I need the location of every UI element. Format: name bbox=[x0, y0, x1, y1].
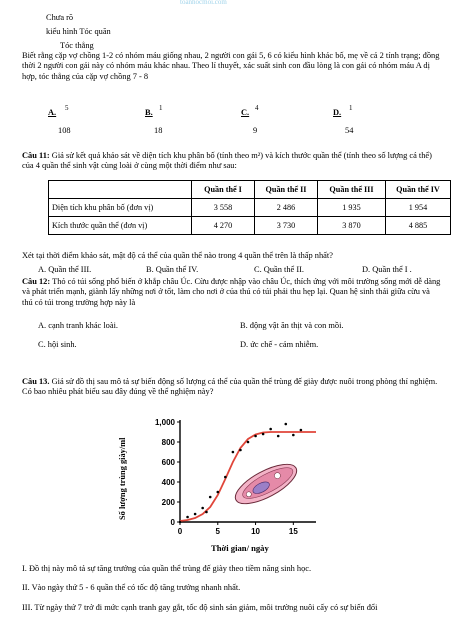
y-tick-label: 800 bbox=[161, 438, 175, 447]
q11-option-c: C. Quần thể II. bbox=[254, 265, 305, 274]
data-point bbox=[179, 521, 182, 524]
table-header-cell: Quần thể II bbox=[255, 181, 318, 199]
data-point bbox=[247, 441, 250, 444]
q13-statement-1: I. Đồ thị này mô tả sự tăng trưởng của quần thể trùng đế giày theo tiềm năng sinh học. bbox=[22, 564, 312, 573]
q12-option-d: D. ức chế - cảm nhiễm. bbox=[240, 340, 319, 349]
q12-option-a: A. cạnh tranh khác loài. bbox=[38, 321, 118, 330]
q11-number: Câu 11: bbox=[22, 151, 50, 160]
table-cell: 1 935 bbox=[318, 199, 386, 217]
top-line-1: Chưa rõ bbox=[46, 13, 74, 22]
q10-option-b-label: B. bbox=[145, 108, 153, 117]
q11-option-d: D. Quần thể I . bbox=[362, 265, 412, 274]
table-header-row bbox=[49, 181, 451, 199]
x-tick-label: 0 bbox=[177, 527, 183, 536]
q10-option-d-label: D. bbox=[333, 108, 342, 117]
data-point bbox=[186, 516, 189, 519]
q11-table bbox=[48, 180, 451, 235]
data-point bbox=[277, 435, 280, 438]
y-tick-label: 400 bbox=[161, 478, 175, 487]
q10-option-a bbox=[48, 104, 69, 117]
data-point bbox=[201, 507, 204, 510]
x-tick-label: 15 bbox=[288, 527, 298, 536]
paramecium-illustration bbox=[230, 457, 302, 512]
q10-option-c-num: 4 bbox=[255, 104, 259, 112]
chart-y-label: Số lượng trùng giày/ml bbox=[118, 437, 127, 520]
q13-number: Câu 13. bbox=[22, 377, 50, 386]
table-header-cell: Quần thể III bbox=[318, 181, 386, 199]
q13-statement-3: III. Từ ngày thứ 7 trở đi mức cạnh tranh gay gắt, tốc độ sinh sản giảm, môi trường nuôi cấy có sự biến đổi bbox=[22, 603, 378, 612]
q10-option-a-label: A. bbox=[48, 108, 57, 117]
data-point bbox=[232, 451, 235, 454]
data-point bbox=[292, 434, 295, 437]
y-tick-label: 0 bbox=[170, 518, 175, 527]
q10-option-b-num: 1 bbox=[159, 104, 163, 112]
y-tick-label: 1,000 bbox=[154, 418, 175, 427]
data-point bbox=[209, 496, 212, 499]
q12-option-b: B. động vật ăn thịt và con mồi. bbox=[240, 321, 344, 330]
population-growth-chart bbox=[138, 412, 338, 560]
q12-option-c: C. hội sinh. bbox=[38, 340, 77, 349]
top-line-3: Tóc thẳng bbox=[60, 41, 94, 50]
table-cell: 3 558 bbox=[192, 199, 255, 217]
q13-stem bbox=[22, 377, 442, 398]
data-point bbox=[216, 491, 219, 494]
q10-option-d bbox=[333, 104, 353, 117]
table-cell: 2 486 bbox=[255, 199, 318, 217]
table-cell: 3 730 bbox=[255, 217, 318, 235]
watermark: toanhocmoi.com bbox=[180, 0, 227, 6]
table-header-cell: Quần thể IV bbox=[386, 181, 451, 199]
data-point bbox=[194, 513, 197, 516]
y-tick-label: 600 bbox=[161, 458, 175, 467]
data-point bbox=[205, 511, 208, 514]
q10-option-d-den: 54 bbox=[345, 126, 354, 135]
table-cell: Diện tích khu phân bố (đơn vị) bbox=[49, 199, 192, 217]
q12-number: Câu 12: bbox=[22, 277, 51, 286]
growth-curve bbox=[180, 432, 316, 521]
table-cell: 1 954 bbox=[386, 199, 451, 217]
data-point bbox=[284, 423, 287, 426]
table-row bbox=[49, 217, 451, 235]
x-tick-label: 10 bbox=[251, 527, 261, 536]
table-cell: 3 870 bbox=[318, 217, 386, 235]
data-point bbox=[262, 433, 265, 436]
q11-option-b: B. Quần thể IV. bbox=[146, 265, 199, 274]
q11-text: Giả sử kết quả khảo sát về diện tích khu phân bố (tính theo m²) và kích thước quần thể (tính theo số lượng cá thể) của 4 quần thể sinh vật cùng loài ở cùng một thời điểm như sau: bbox=[22, 151, 432, 171]
q10-option-b-den: 18 bbox=[154, 126, 163, 135]
q10-option-a-num: 5 bbox=[65, 104, 69, 112]
table-header-cell: Quần thể I bbox=[192, 181, 255, 199]
data-point bbox=[300, 429, 303, 432]
data-point bbox=[224, 476, 227, 479]
q11-question: Xét tại thời điểm khảo sát, mật độ cá thể của quần thể nào trong 4 quần thể trên là thấp nhất? bbox=[22, 251, 333, 260]
q10-option-b bbox=[145, 104, 163, 117]
x-tick-label: 5 bbox=[215, 527, 221, 536]
data-point bbox=[254, 435, 257, 438]
q12-text: Thỏ có túi sống phổ biến ở khắp châu Úc. Cừu được nhập vào châu Úc, thích ứng với môi trường sống mới dễ dàng và phát triển mạnh, giành lấy những nơi ở tốt, làm cho nơi ở của thú có túi phải thu hẹp lại. Quan hệ sinh thái giữa cừu và thú có túi trong trường hợp này là bbox=[22, 277, 441, 307]
q13-statement-2: II. Vào ngày thứ 5 - 6 quần thể có tốc độ tăng trưởng nhanh nhất. bbox=[22, 583, 241, 592]
q10-option-a-den: 108 bbox=[58, 126, 71, 135]
table-header-cell bbox=[49, 181, 192, 199]
q12-stem bbox=[22, 277, 442, 308]
q11-stem bbox=[22, 151, 442, 172]
q10-option-d-num: 1 bbox=[349, 104, 353, 112]
table-cell: Kích thước quần thể (đơn vị) bbox=[49, 217, 192, 235]
q13-text: Giả sử đồ thị sau mô tả sự biến động số lượng cá thể của quần thể trùng đế giày được nuôi trong phòng thí nghiệm. Có bao nhiêu phát biểu sau đây đúng về thể nghiệm này? bbox=[22, 377, 438, 397]
table-cell: 4 270 bbox=[192, 217, 255, 235]
data-point bbox=[239, 449, 242, 452]
q11-option-a: A. Quần thể III. bbox=[38, 265, 92, 274]
q10-option-c-den: 9 bbox=[253, 126, 258, 135]
q10-option-c bbox=[241, 104, 259, 117]
y-tick-label: 200 bbox=[161, 498, 175, 507]
table-row bbox=[49, 199, 451, 217]
table-cell: 4 885 bbox=[386, 217, 451, 235]
data-point bbox=[269, 428, 272, 431]
q10-text: Biết rằng cặp vợ chồng 1-2 có nhóm máu giống nhau, 2 người con gái 5, 6 có kiểu hình khác bố, mẹ về cả 2 tính trạng; đồng thời 2 người con gái này có nhóm máu khác nhau. Theo lí thuyết, xác suất sinh con đầu lòng là con gái có nhóm máu A dị hợp, tóc thẳng của cặp vợ chồng 7 - 8 bbox=[22, 51, 440, 81]
top-line-2: kiểu hình Tóc quăn bbox=[46, 27, 111, 36]
q10-option-c-label: C. bbox=[241, 108, 250, 117]
chart-x-label: Thời gian/ ngày bbox=[211, 543, 269, 553]
